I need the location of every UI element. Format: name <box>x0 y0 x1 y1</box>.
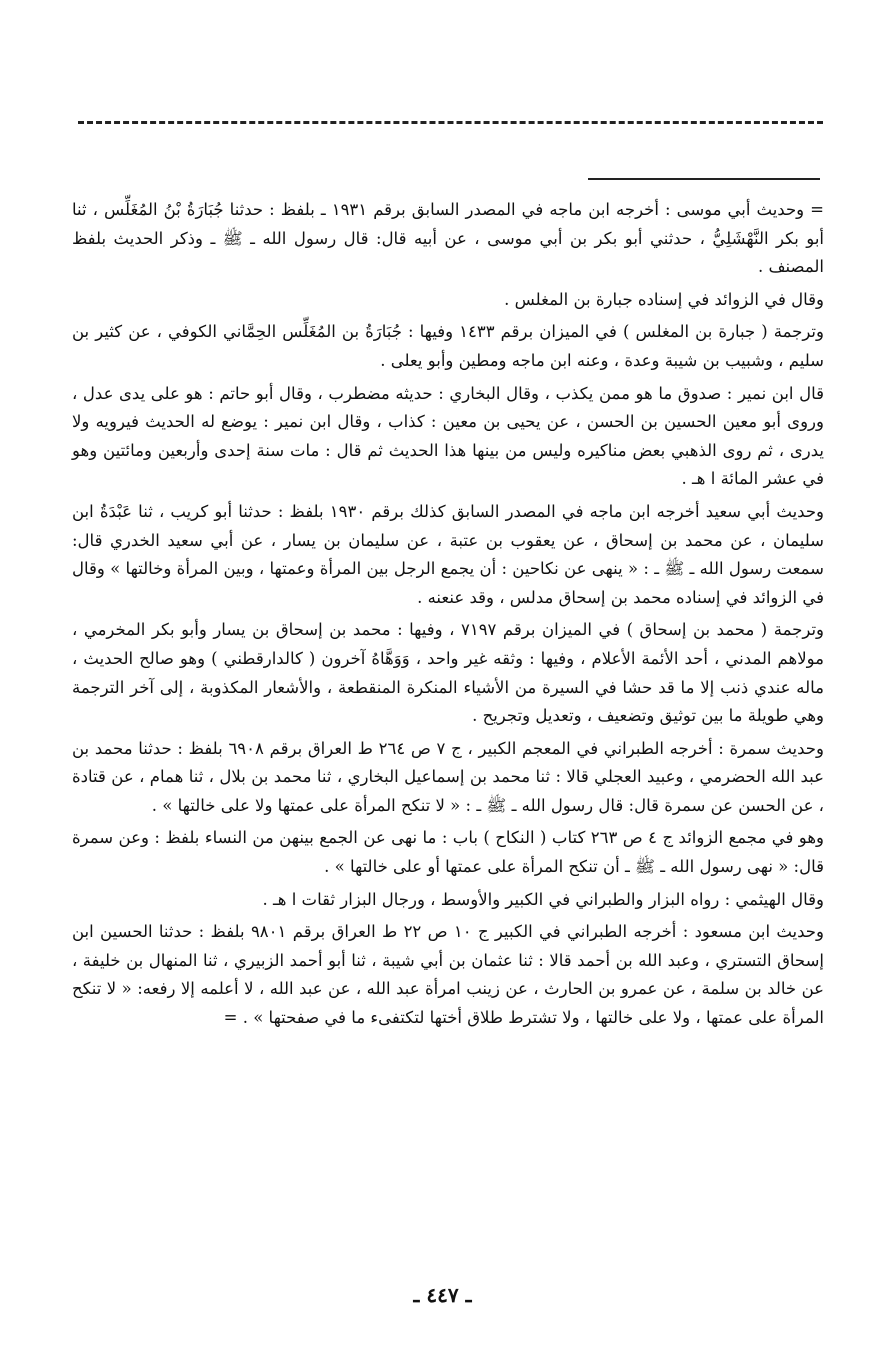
paragraph-jubara-biography: وترجمة ( جبارة بن المغلس ) في الميزان برقم ١٤٣٣ وفيها : جُبَارَةُ بن المُغَلِّس الحِمَّاني الكوفي ، عن كثير بن سليم ، وشبيب بن شيبة وعدة ، وعنه ابن ماجه ومطين وأبو يعلى . <box>72 322 824 370</box>
paragraph-samura: وحديث سمرة : أخرجه الطبراني في المعجم الكبير ، ج ٧ ص ٢٦٤ ط العراق برقم ٦٩٠٨ بلفظ : حدثنا محمد بن عبد الله الحضرمي ، وعبيد العجلي قالا : ثنا محمد بن إسماعيل البخاري ، ثنا محمد بن بلال ، ثنا همام ، عن قتادة ، عن الحسن عن سمرة قال: قال رسول الله ـ ﷺ ـ : « لا تنكح المرأة على عمتها ولا على خالتها » . <box>72 738 824 815</box>
paragraph-zawaid-note: وقال في الزوائد في إسناده جبارة بن المغلس . <box>504 289 824 309</box>
paragraph-abu-musa: = وحديث أبي موسى : أخرجه ابن ماجه في المصدر السابق برقم ١٩٣١ ـ بلفظ : حدثنا جُبَارَةُ بْنُ المُغَلِّس ، ثنا أبو بكر النَّهْشَلِيُّ ، حدثني أبو بكر بن أبي موسى ، عن أبيه قال: قال رسول الله ـ ﷺ ـ وذكر الحديث بلفظ المصنف . <box>72 200 824 277</box>
paragraph-abu-said: وحديث أبي سعيد أخرجه ابن ماجه في المصدر السابق كذلك برقم ١٩٣٠ بلفظ : حدثنا أبو كريب ، ثنا عَبْدَةُ ابن سليمان ، عن محمد بن إسحاق ، عن يعقوب بن عتبة ، عن سليمان بن يسار ، عن أبي سعيد الخدري قال: سمعت رسول الله ـ ﷺ ـ : « ينهى عن نكاحين : أن يجمع الرجل بين المرأة وعمتها ، وبين المرأة وخالتها » وقال في الزوائد في إسناده محمد بن إسحاق مدلس ، وقد عنعنه . <box>72 501 824 607</box>
paragraph-ibn-ishaq-biography: وترجمة ( محمد بن إسحاق ) في الميزان برقم ٧١٩٧ ، وفيها : محمد بن إسحاق بن يسار وأبو بكر المخرمي ، مولاهم المدني ، أحد الأئمة الأعلام ، وفيها : وثقه غير واحد ، وَوَهَّاهُ آخرون ( كالدارقطني ) وهو صالح الحديث ، ماله عندي ذنب إلا ما قد حشا في السيرة من الأشياء المنكرة المنقطعة ، والأشعار المكذوبة ، إلى آخر الترجمة وهي طويلة ما بين توثيق وتضعيف ، وتعديل وتجريح . <box>72 620 825 726</box>
footnote-body <box>72 196 824 1037</box>
paragraph-ibn-masud: وحديث ابن مسعود : أخرجه الطبراني في الكبير ج ١٠ ص ٢٢ ط العراق برقم ٩٨٠١ بلفظ : حدثنا الحسين ابن إسحاق التستري ، وعبد الله بن أحمد قالا : ثنا عثمان بن أبي شيبة ، ثنا أبو أحمد الزبيري ، ثنا المنهال بن خليفة ، عن خالد بن سلمة ، عن عمرو بن الحارث ، عن زينب امرأة عبد الله ، عن عبد الله ، لا أعلمه إلا رفعه: « لا تنكح المرأة على عمتها ، ولا على خالتها ، ولا تشترط طلاق أختها لتكتفىء ما في صفحتها » . = <box>72 922 824 1028</box>
paragraph-ibn-numayr: قال ابن نمير : صدوق ما هو ممن يكذب ، وقال البخاري : حديثه مضطرب ، وقال أبو حاتم : هو على يدى عدل ، وروى أبو معين الحسين بن الحسن ، عن يحيى بن معين : كذاب ، وقال ابن نمير : يوضع له الحديث فيرويه ولا يدرى ، ثم روى الذهبي بعض مناكيره وليس من بينها هذا الحديث ثم قال : مات سنة إحدى وأربعين ومائتين وهو في عشر المائة ا هـ . <box>72 383 824 489</box>
paragraph-majma-zawaid: وهو في مجمع الزوائد ج ٤ ص ٢٦٣ كتاب ( النكاح ) باب : ما نهى عن الجمع بينهن من النساء بلفظ : وعن سمرة قال: « نهى رسول الله ـ ﷺ ـ أن تنكح المرأة على عمتها أو على خالتها » . <box>72 828 824 877</box>
paragraph-haythami: وقال الهيثمي : رواه البزار والطبراني في الكبير والأوسط ، ورجال البزار ثقات ا هـ . <box>262 889 824 909</box>
footnote-dashed-separator <box>78 121 823 124</box>
page-number: ـ ٤٤٧ ـ <box>413 1283 472 1307</box>
footnote-short-rule <box>588 178 820 180</box>
